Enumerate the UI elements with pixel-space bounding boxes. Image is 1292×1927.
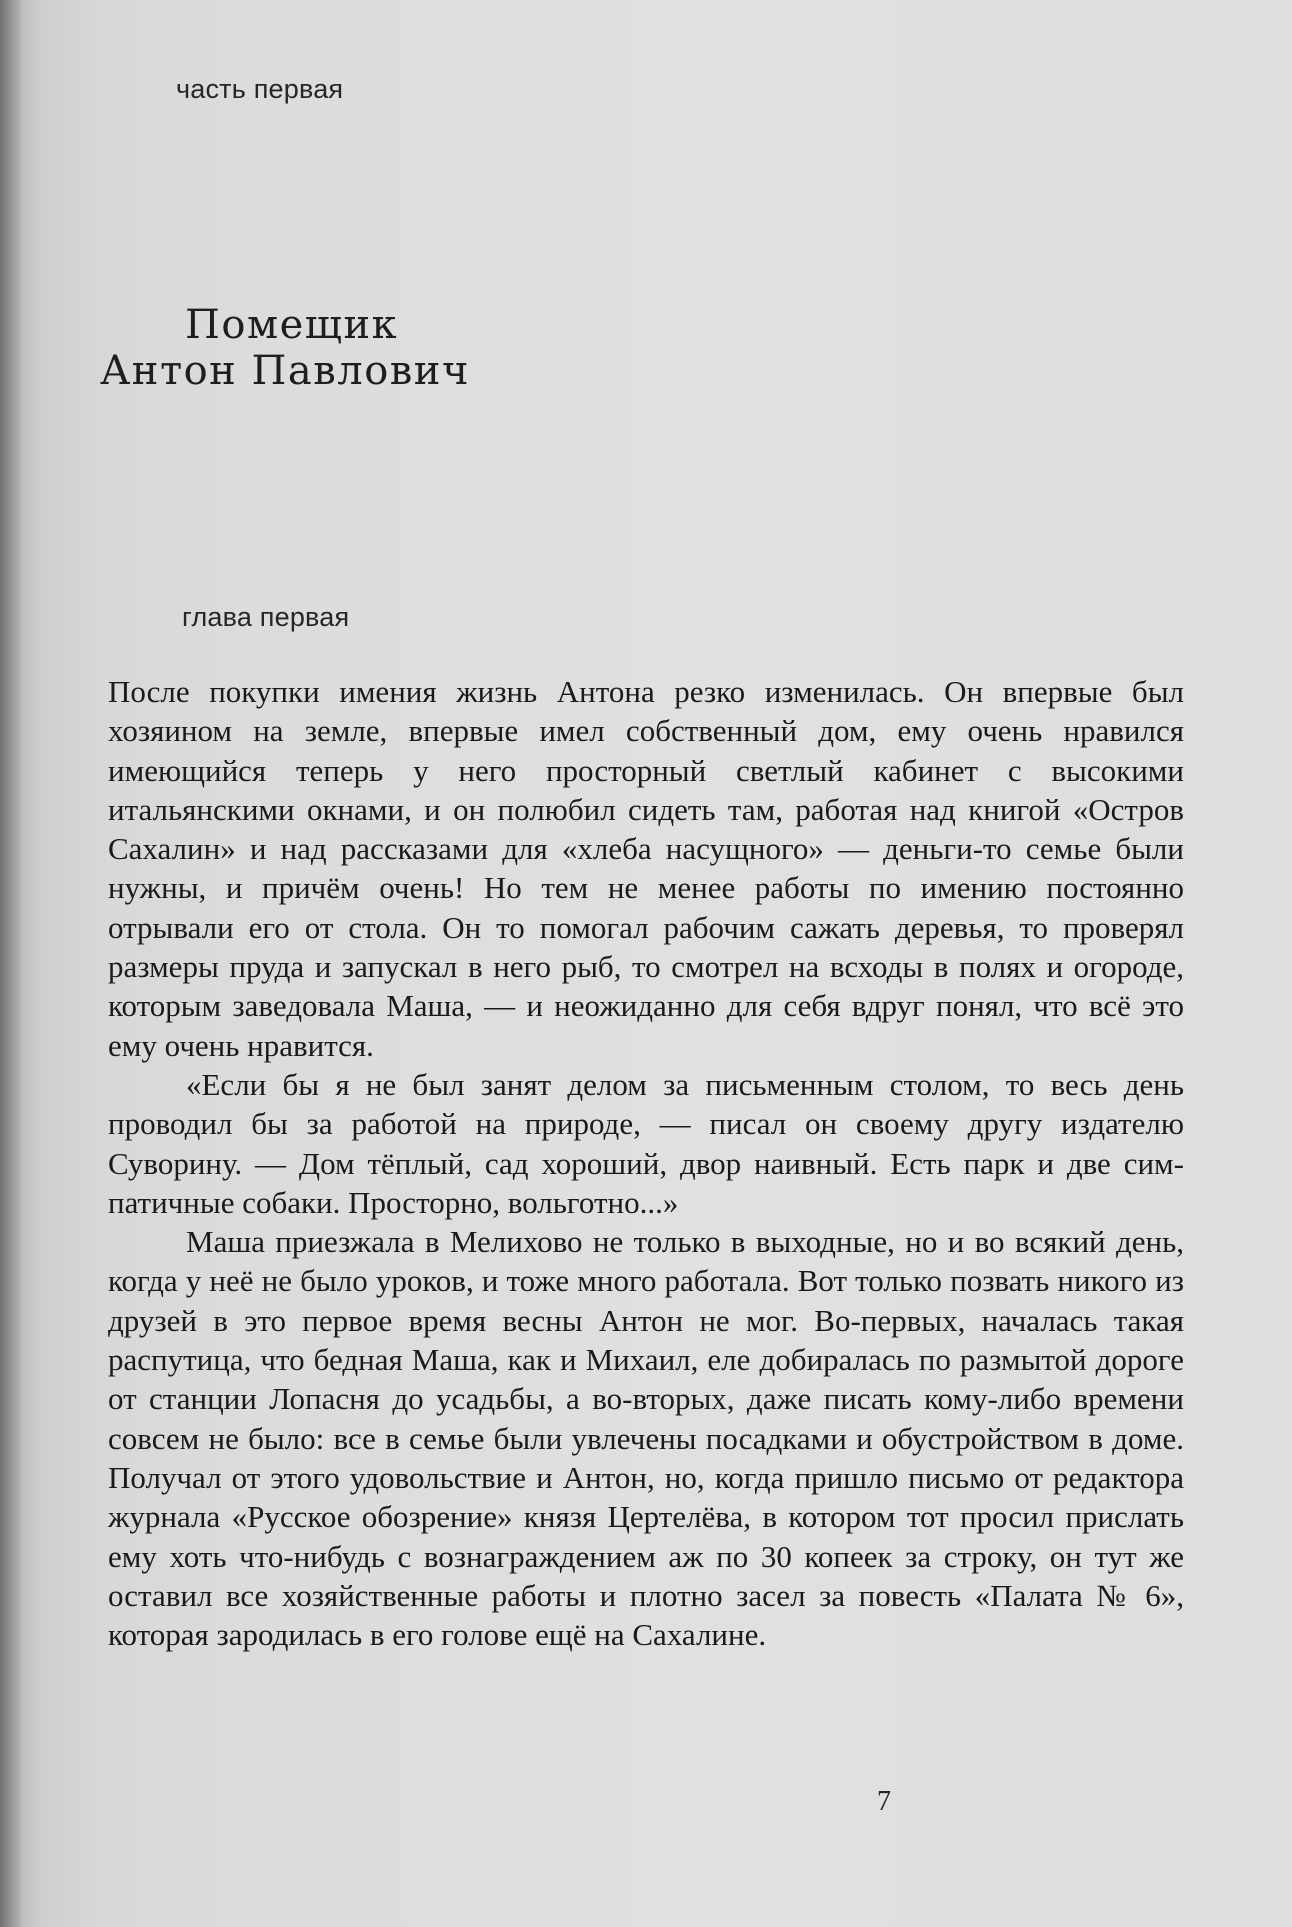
page-spine-shadow [0,0,22,1927]
title-line-1: Помещик [185,302,399,348]
chapter-title [100,302,580,394]
title-line-2: Антон Павлович [100,348,470,394]
chapter-label: глава первая [182,602,350,632]
paragraph: Маша приезжала в Мелихово не только в выходные, но и во всякий день, когда у неё не было уроков, и тоже много работала. Вот только позвать никого из друзей в это первое время весны Антон не мог. Во-первых, началась такая распутица, что бедная Маша, как и Михаил, еле добиралась по размытой дороге от станции Лопасня до усадьбы, а во-вторых, даже писать кому-либо времени совсем не было: все в семье были увлечены посадками и обустройством в доме. Получал от этого удовольствие и Антон, но, когда пришло письмо от редактора журнала «Русское обозрение» князя Цертелёва, в котором тот просил прислать ему хоть что-нибудь с вознаграждением аж по 30 копеек за строку, он тут же оставил все хозяйственные работы и плотно засел за повесть «Палата № 6», которая зародилась в его голове ещё на Сахалине. [108,1224,1184,1653]
body-text [108,672,1184,1654]
paragraph: «Если бы я не был занят делом за письменным столом, то весь день проводил бы за работой на природе, — писал он своему другу издателю Суворину. — Дом тёплый, сад хороший, двор наивный. Есть парк и две симпатичные собаки. Просторно, вольготно...» [108,1066,1184,1220]
part-label: часть первая [176,74,344,104]
paragraph: После покупки имения жизнь Антона резко изменилась. Он впервые был хозяином на земле, впервые имел собственный дом, ему очень нравился имеющийся теперь у него просторный светлый кабинет с высокими итальянскими окнами, и он полюбил сидеть там, работая над книгой «Остров Сахалин» и над рассказами для «хлеба насущного» — деньги-то семье были нужны, и причём очень! Но тем не менее работы по имению постоянно отрывали его от стола. Он то помогал рабочим сажать деревья, то проверял размеры пруда и запускал в него рыб, то смотрел на всходы в полях и огороде, которым заведовала Маша, — и неожиданно для себя вдруг понял, что всё это ему очень нравится. [108,674,1184,1063]
page-number: 7 [877,1786,891,1817]
